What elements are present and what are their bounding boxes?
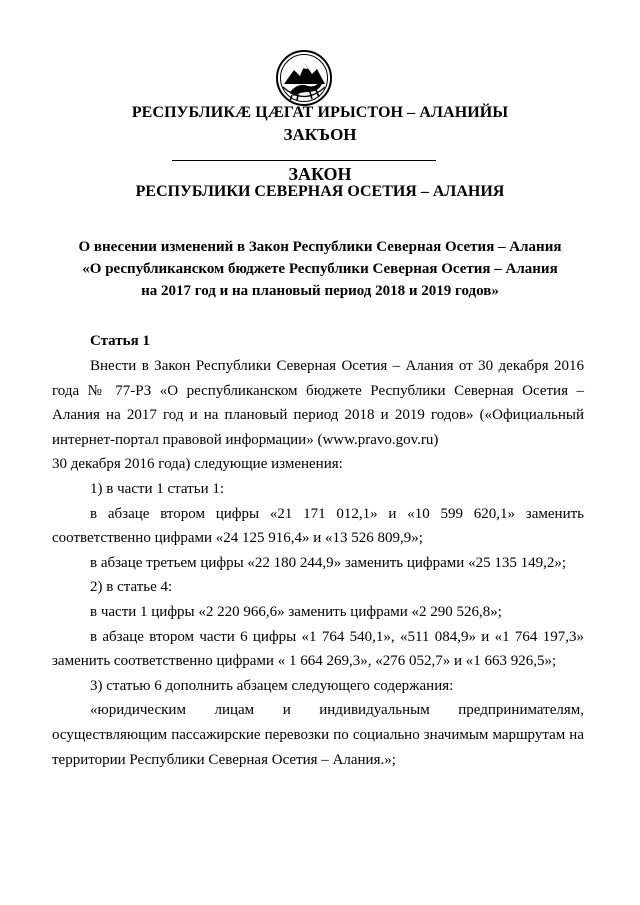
law-title-line: «О республиканском бюджете Республики Северная Осетия – Алания [82,261,558,277]
law-title-line: О внесении изменений в Закон Республики Северная Осетия – Алания [78,239,562,255]
russian-law-heading: ЗАКОН [288,164,352,184]
item-1-paragraph-1: в абзаце втором цифры «21 171 012,1» и «10 599 620,1» заменить соответственно цифрами «24 125 916,4» и «13 526 809,9»; [52,505,584,547]
ossetian-republic-heading: РЕСПУБЛИКÆ ЦÆГАТ ИРЫСТОН – АЛАНИЙЫ [131,104,509,121]
item-1-paragraph-2: в абзаце третьем цифры «22 180 244,9» заменить цифрами «25 135 149,2»; [90,554,566,571]
coat-of-arms-emblem [272,48,336,108]
item-2-paragraph-1: в части 1 цифры «2 220 966,6» заменить цифрами «2 290 526,8»; [90,603,502,620]
item-3-heading: 3) статью 6 дополнить абзацем следующего содержания: [90,677,454,694]
ossetian-law-heading: ЗАКЪОН [283,125,357,144]
item-2-heading: 2) в статье 4: [90,579,173,596]
intro-paragraph-end: 30 декабря 2016 года) следующие изменения: [52,456,343,473]
item-2-paragraph-2: в абзаце втором части 6 цифры «1 764 540,1», «511 084,9» и «1 764 197,3» заменить соответственно цифрами « 1 664 269,3», «276 052,7» и «1 663 926,5»; [52,628,584,670]
article-body [52,354,584,772]
intro-paragraph: Внести в Закон Республики Северная Осетия – Алания от 30 декабря 2016 года № 77-РЗ «О республиканском бюджете Республики Северная Осетия – Алания на 2017 год и на плановый период 2018 и 2019 годов» («Официальный интернет-портал правовой информации» (www.pravo.gov.ru) [52,358,584,448]
header-divider [172,160,436,161]
article-heading: Статья 1 [90,333,150,349]
law-title-line: на 2017 год и на плановый период 2018 и 2019 годов» [141,283,499,299]
item-3-paragraph-1: «юридическим лицам и индивидуальным предпринимателям, осуществляющим пассажирские перевозки по социально значимым маршрутам на территории Республики Северная Осетия – Алания.»; [52,702,584,768]
item-1-heading: 1) в части 1 статьи 1: [90,480,225,497]
law-title [40,236,600,302]
russian-republic-heading: РЕСПУБЛИКИ СЕВЕРНАЯ ОСЕТИЯ – АЛАНИЯ [135,183,505,200]
